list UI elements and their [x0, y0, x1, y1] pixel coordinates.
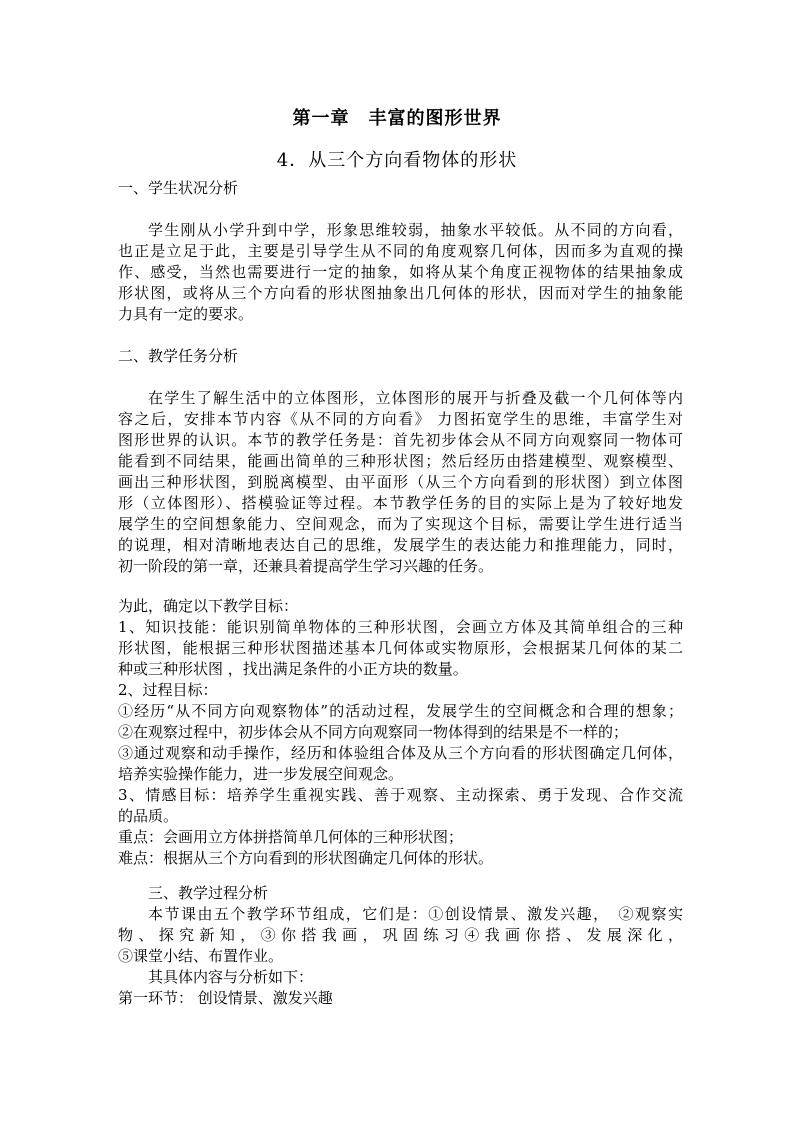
step1-heading: 第一环节： 创设情景、激发兴趣	[118, 989, 333, 1007]
part2-line: 初一阶段的第一章，还兼具着提高学生学习兴趣的任务。	[118, 557, 494, 575]
objectives-line: 为此，确定以下教学目标：	[118, 597, 299, 615]
chapter-title: 第一章 丰富的图形世界	[292, 108, 502, 129]
objectives-line: 1、知识技能：能识别简单物体的三种形状图，会画立方体及其简单组合的三种	[118, 618, 683, 636]
part1-line: 学生刚从小学升到中学，形象思维较弱，抽象水平较低。从不同的方向看，	[148, 221, 683, 239]
part3-line: 本节课由五个教学环节组成，它们是：①创设情景、激发兴趣， ②观察实	[148, 905, 683, 923]
objectives-line: 2、过程目标：	[118, 681, 218, 699]
key-point-line: 重点：会画用立方体拼搭简单几何体的三种形状图；	[118, 828, 464, 846]
part3-detail: 其具体内容与分析如下：	[148, 968, 314, 986]
part2-heading: 二、教学任务分析	[118, 347, 239, 365]
part1-block	[118, 178, 683, 325]
part1-heading: 一、学生状况分析	[118, 179, 239, 197]
objectives-line: ③通过观察和动手操作，经历和体验组合体及从三个方向看的形状图确定几何体，	[118, 744, 683, 762]
objectives-line: 种或三种形状图 ，找出满足条件的小正方块的数量。	[118, 660, 468, 678]
part3-line: ⑤课堂小结、布置作业。	[118, 947, 284, 965]
part2-line: 在学生了解生活中的立体图形，立体图形的展开与折叠及截一个几何体等内	[148, 389, 683, 407]
part3-line: 物、探究新知，③你搭我画，巩固练习④我画你搭、发展深化，	[118, 926, 683, 944]
part2-line: 容之后，安排本节内容《从不同的方向看》 力图拓宽学生的思维，丰富学生对	[118, 410, 683, 428]
objectives-block	[118, 596, 683, 869]
part1-line: 形状图，或将从三个方向看的形状图抽象出几何体的形状，因而对学生的抽象能	[118, 284, 683, 302]
objectives-line: 3、情感目标：培养学生重视实践、善于观察、主动探索、勇于发现、合作交流	[118, 786, 683, 804]
part2-line: 图形世界的认识。本节的教学任务是：首先初步体会从不同方向观察同一物体可	[118, 431, 683, 449]
part3-block	[118, 883, 683, 1009]
section-title: 4．从三个方向看物体的形状	[276, 150, 518, 171]
part1-line: 力具有一定的要求。	[118, 305, 254, 323]
part1-line: 作、感受，当然也需要进行一定的抽象，如将从某个角度正视物体的结果抽象成	[118, 263, 683, 281]
objectives-line: 的品质。	[118, 807, 179, 825]
part1-line: 也正是立足于此，主要是引导学生从不同的角度观察几何体，因而多为直观的操	[118, 242, 683, 260]
part2-line: 画出三种形状图，到脱离模型、由平面形（从三个方向看到的形状图）到立体图	[118, 473, 683, 491]
objectives-line: 形状图，能根据三种形状图描述基本几何体或实物原形，会根据某几何体的某二	[118, 639, 683, 657]
part2-block	[118, 346, 683, 577]
part2-line: 形（立体图形）、搭模验证等过程。本节教学任务的目的实际上是为了较好地发	[118, 494, 683, 512]
objectives-line: ①经历“从不同方向观察物体”的活动过程，发展学生的空间概念和合理的想象；	[118, 702, 683, 720]
difficult-point-line: 难点：根据从三个方向看到的形状图确定几何体的形状。	[118, 849, 494, 867]
objectives-line: ②在观察过程中，初步体会从不同方向观察同一物体得到的结果是不一样的；	[118, 723, 629, 741]
part2-line: 能看到不同结果，能画出简单的三种形状图；然后经历由搭建模型、观察模型、	[118, 452, 683, 470]
objectives-line: 培养实验操作能力，进一步发展空间观念。	[118, 765, 404, 783]
part2-line: 的说理，相对清晰地表达自己的思维，发展学生的表达能力和推理能力，同时，	[118, 536, 683, 554]
part2-line: 展学生的空间想象能力、空间观念，而为了实现这个目标，需要让学生进行适当	[118, 515, 683, 533]
part3-heading: 三、教学过程分析	[148, 884, 269, 902]
